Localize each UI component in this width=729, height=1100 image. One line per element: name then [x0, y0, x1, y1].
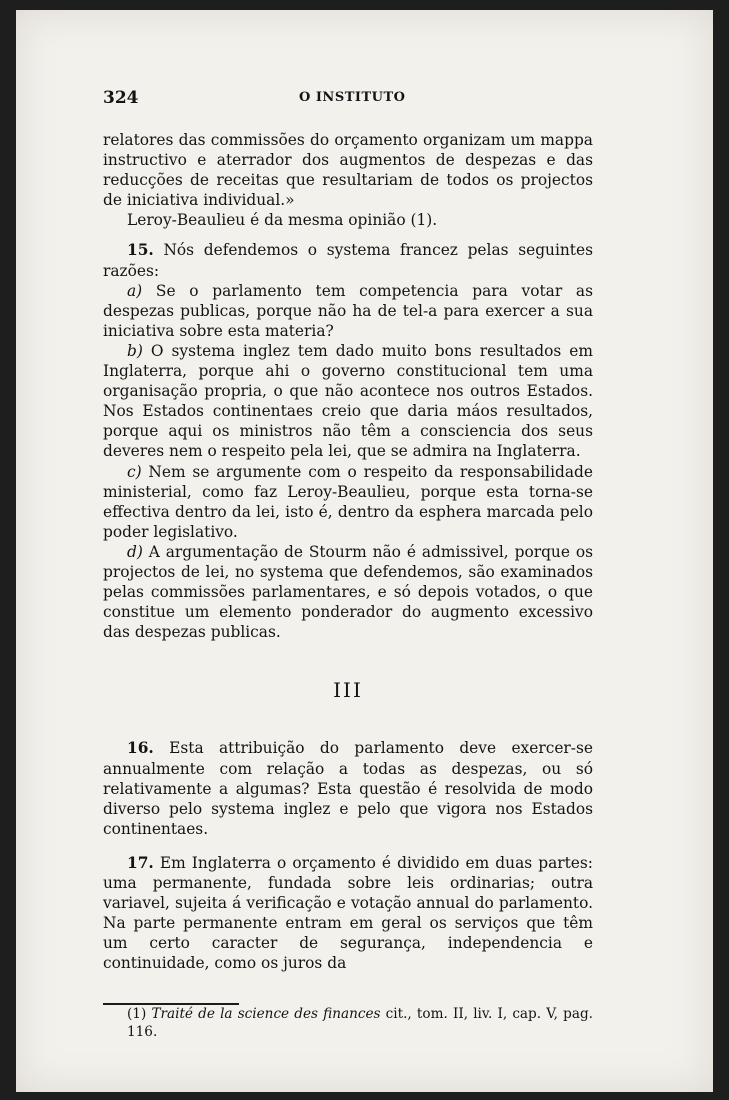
item-c-text: Nem se argumente com o respeito da responsabilidade ministerial, como faz Leroy-Beaulieu, porque esta torna-se effectiva dentro da lei, isto é, dentro da esphera marcada pelo poder legislativo. [103, 462, 593, 541]
footnote [103, 1005, 593, 1041]
paragraph-15 [103, 240, 593, 280]
footnote-title: Traité de la science des finances [151, 1006, 381, 1023]
item-c-label: c) [127, 462, 142, 481]
footnote-marker: (1) [127, 1006, 147, 1023]
paragraph-16-text: Esta attribuição do parlamento deve exercer-se annualmente com relação a todas as despezas, ou só relativamente a algumas? Esta questão é resolvida de modo diverso pelo systema inglez e pelo que vigora nos Estados continentaes. [103, 739, 593, 838]
section-number-16: 16. [127, 739, 154, 758]
item-a [103, 281, 593, 341]
page-number: 324 [103, 88, 139, 108]
paragraph-leroy: Leroy-Beaulieu é da mesma opinião (1). [127, 211, 438, 230]
section-heading: III [333, 678, 363, 703]
paragraph-17 [103, 853, 593, 974]
item-d-label: d) [127, 542, 143, 561]
item-a-text: Se o parlamento tem competencia para votar as despezas publicas, porque não ha de tel-a para exercer a sua iniciativa sobre esta materia? [103, 281, 593, 340]
item-d-text: A argumentação de Stourm não é admissivel, porque os projectos de lei, no systema que defendemos, são examinados pelas commissões parlamentares, e só depois votados, o que constitue um elemento ponderador do augmento excessivo das despezas publicas. [103, 542, 593, 642]
item-a-label: a) [127, 281, 143, 300]
page-text [103, 78, 593, 1041]
running-head: O INSTITUTO [299, 90, 406, 105]
footnote-citation: cit., tom. II, liv. I, cap. V, pag. 116. [127, 1006, 593, 1041]
paragraph-16 [103, 738, 593, 838]
main-text [103, 130, 593, 1041]
item-b-label: b) [127, 341, 143, 360]
item-b [103, 341, 593, 462]
section-number-17: 17. [127, 853, 154, 872]
section-number-15: 15. [127, 241, 154, 260]
paragraph-15-text: Nós defendemos o systema francez pelas seguintes razões: [103, 241, 593, 280]
item-c [103, 462, 593, 542]
page-header [103, 78, 593, 106]
paragraph-17-text: Em Inglaterra o orçamento é dividido em duas partes: uma permanente, fundada sobre leis ordinarias; outra variavel, sujeita á verificação e votação annual do parlamento. Na parte permanente entram em geral os serviços que têm um certo caracter de segurança, independencia e continuidade, como os juros da [103, 853, 593, 973]
paragraph-continuation: relatores das commissões do orçamento organizam um mappa instructivo e aterrador dos augmentos de despezas e das reducções de receitas que resultariam de todos os projectos de iniciativa individual.» [103, 131, 593, 210]
item-b-text: O systema inglez tem dado muito bons resultados em Inglaterra, porque ahi o governo constitucional tem uma organisação propria, o que não acontece nos outros Estados. Nos Estados continentaes creio que daria máos resultados, porque aqui os ministros não têm a consciencia dos seus deveres nem o respeito pela lei, que se admira na Inglaterra. [103, 341, 593, 461]
item-d [103, 542, 593, 642]
